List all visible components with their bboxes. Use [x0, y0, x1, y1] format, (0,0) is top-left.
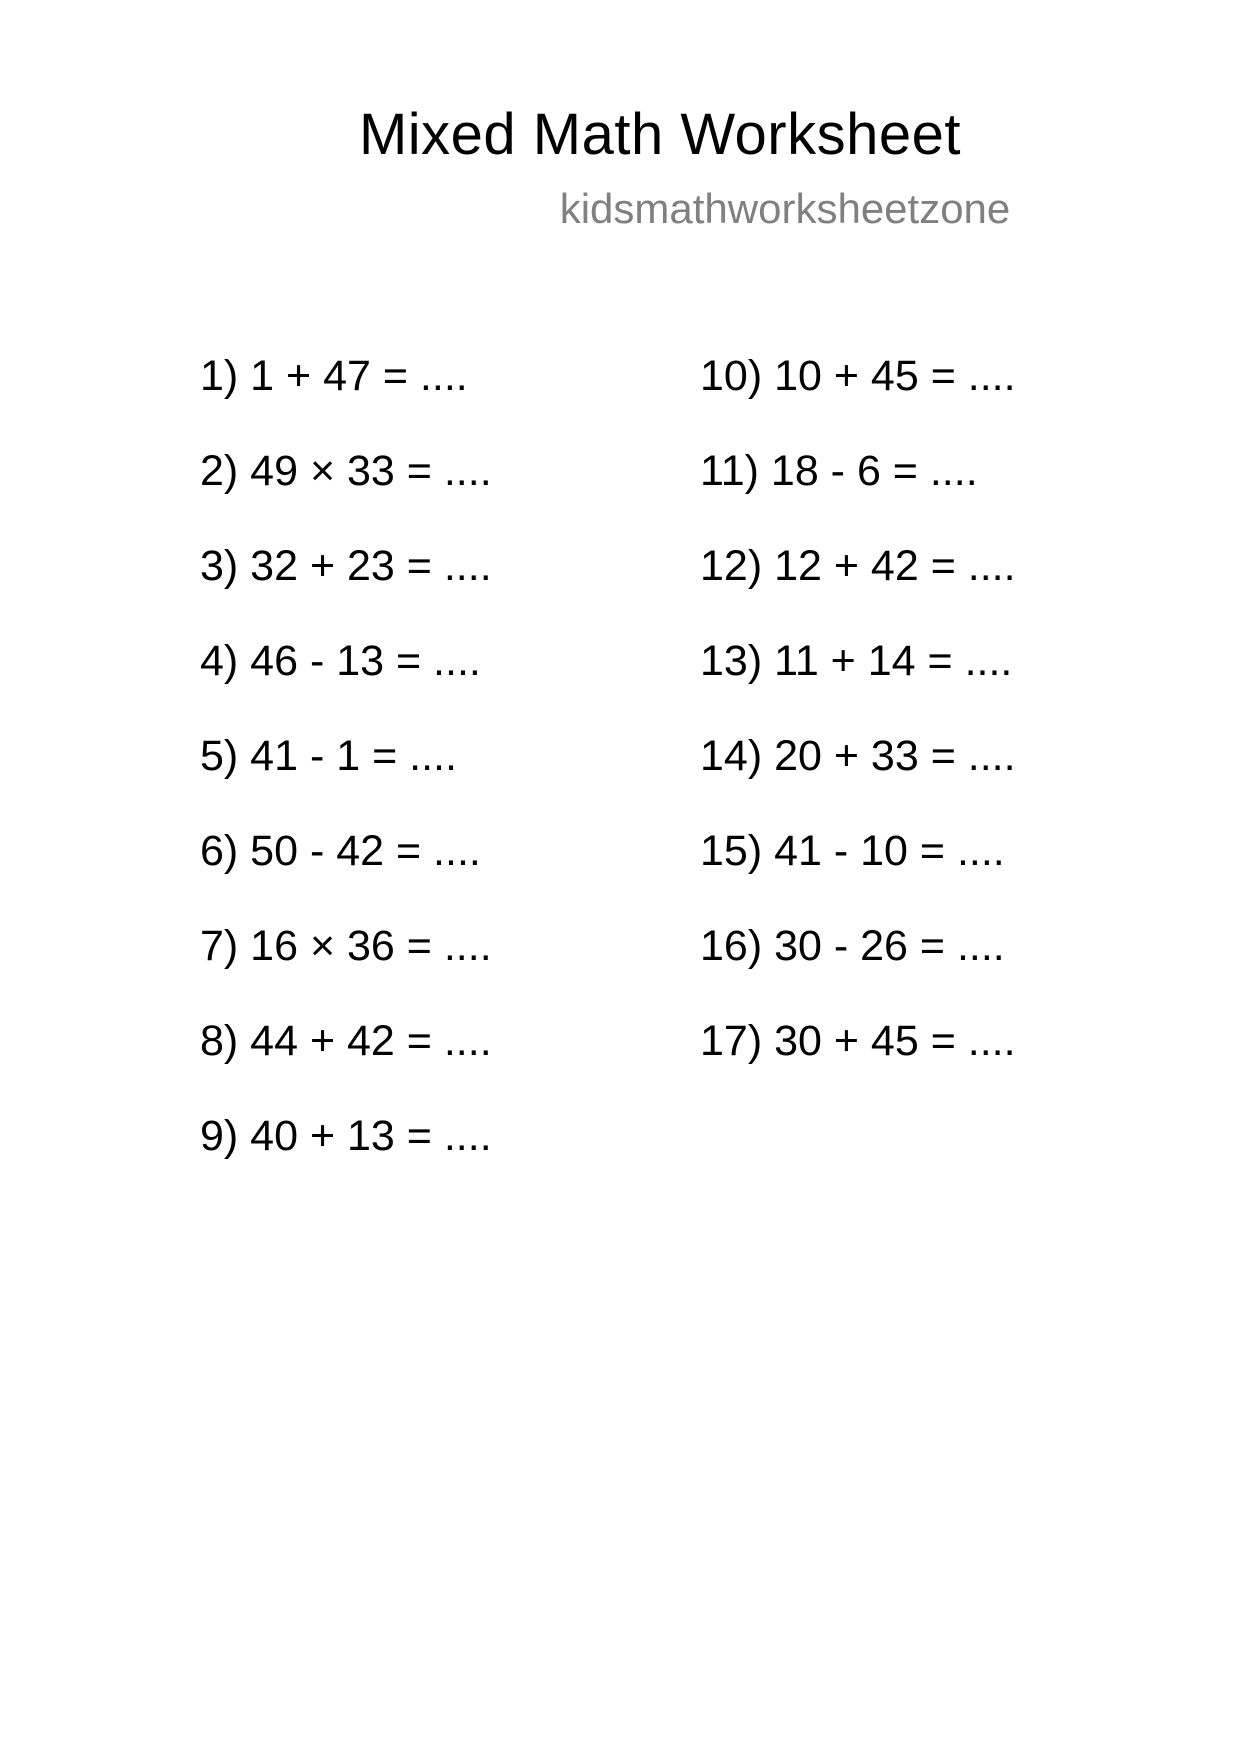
- problem-item: 2) 49 × 33 = ....: [200, 447, 492, 495]
- problem-item: 4) 46 - 13 = ....: [200, 637, 481, 685]
- problem-item: 8) 44 + 42 = ....: [200, 1017, 492, 1065]
- problem-item: 1) 1 + 47 = ....: [200, 352, 468, 400]
- problem-item: 17) 30 + 45 = ....: [700, 1017, 1016, 1065]
- problem-item: 14) 20 + 33 = ....: [700, 732, 1016, 780]
- problem-column-left: [200, 350, 492, 1205]
- problem-item: 10) 10 + 45 = ....: [700, 352, 1016, 400]
- problem-item: 16) 30 - 26 = ....: [700, 922, 1005, 970]
- problem-item: 5) 41 - 1 = ....: [200, 732, 457, 780]
- worksheet-source-label: kidsmathworksheetzone: [559, 185, 1011, 232]
- problem-column-right: [700, 350, 1016, 1110]
- problem-item: 12) 12 + 42 = ....: [700, 542, 1016, 590]
- problem-item: 9) 40 + 13 = ....: [200, 1112, 492, 1160]
- problem-item: 3) 32 + 23 = ....: [200, 542, 492, 590]
- problem-item: 15) 41 - 10 = ....: [700, 827, 1005, 875]
- worksheet-title: Mixed Math Worksheet: [358, 102, 962, 167]
- problem-item: 7) 16 × 36 = ....: [200, 922, 492, 970]
- problem-item: 13) 11 + 14 = ....: [700, 637, 1013, 685]
- problem-item: 6) 50 - 42 = ....: [200, 827, 481, 875]
- problem-item: 11) 18 - 6 = ....: [700, 447, 978, 495]
